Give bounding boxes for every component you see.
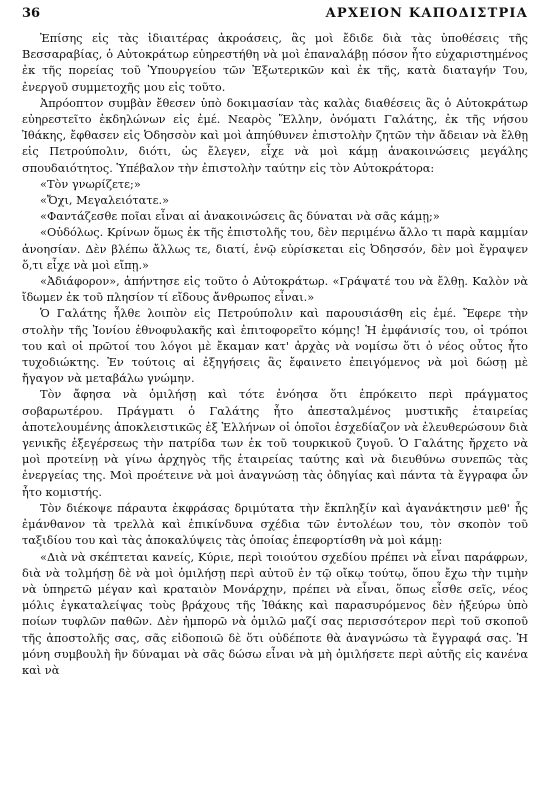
dialogue-line: «Φαντάζεσθε ποῖαι εἶναι αἱ ἀνακοινώσεις ἃς δύναται νὰ σᾶς κάμῃ;» bbox=[40, 209, 440, 224]
dialogue-line: «Ὄχι, Μεγαλειότατε.» bbox=[40, 193, 170, 208]
paragraph: Ἀπρόοπτον συμβὰν ἔθεσεν ὑπὸ δοκιμασίαν τὰς καλὰς διαθέσεις ἃς ὁ Αὐτοκράτωρ εὐηρεστεῖτο ἐκδηλώνων εἰς ἐμέ. Νεαρὸς Ἕλλην, ὀνόματι Γαλάτης, ἐκ τῆς νήσου Ἰθάκης, ἔφθασεν εἰς Ὀδησσὸν καὶ μοὶ ἀπηύθυνεν ἐπιστολὴν ζητῶν τὴν ἄδειαν νὰ ἔλθῃ εἰς Πετρούπολιν, διότι, ὡς ἔλεγεν, εἶχε νὰ μοὶ κάμῃ ἀνακοινώσεις μεγάλης σπουδαιότητος. Ὑπέβαλον τὴν ἐπιστολὴν ταύτην εἰς τὸν Αὐτοκράτορα: bbox=[22, 95, 528, 175]
paragraph: Τὸν ἄφησα νὰ ὁμιλήσῃ καὶ τότε ἐνόησα ὅτι ἐπρόκειτο περὶ πράγματος σοβαρωτέρου. Πράγματι ὁ Γαλάτης ἦτο ἀπεσταλμένος μυστικῆς ἑταιρείας ἀποτελουμένης ἀποκλειστικῶς ἐξ Ἑλλήνων οἱ ὁποῖοι ἐσχεδίαζον νὰ ἐλευθερώσουν διὰ γενικῆς ἐξεγέρσεως τὴν πατρίδα των ἐκ τοῦ τουρκικοῦ ζυγοῦ. Ὁ Γαλάτης ἤρχετο νὰ μοὶ προτείνῃ νὰ γίνω ἀρχηγὸς τῆς ἑταιρείας ταύτης καὶ νὰ διευθύνω συνεπῶς τὰς ἐνεργείας της. Μοὶ προέτεινε νὰ μοὶ ἀναγνώσῃ τὰς ὁδηγίας καὶ πάντα τὰ ἔγγραφα ὧν ἦτο κομιστής. bbox=[22, 387, 528, 499]
page-number: 36 bbox=[22, 6, 41, 21]
paragraph: Ἐπίσης εἰς τὰς ἰδιαιτέρας ἀκροάσεις, ἃς μοὶ ἔδιδε διὰ τὰς ὑποθέσεις τῆς Βεσσαραβίας, ὁ Αὐτοκράτωρ εὐηρεστήθη νὰ μοὶ ἐπαναλάβῃ πόσον ἦτο εὐχαριστημένος ἐκ τῆς πορείας τοῦ Ὑπουργείου τῶν Ἐξωτερικῶν καὶ ἐκ τῆς, κατὰ διαταγήν Του, ἐνεργοῦ συμμετοχῆς μου εἰς τοῦτο. bbox=[22, 31, 528, 94]
body-text bbox=[22, 30, 528, 678]
paragraph: «Διὰ νὰ σκέπτεται κανείς, Κύριε, περὶ τοιούτου σχεδίου πρέπει νὰ εἶναι παράφρων, διὰ νὰ τολμήσῃ δὲ νὰ μοὶ ὁμιλήσῃ περὶ αὐτοῦ ἐν τῷ οἴκῳ τούτῳ, ὅπου ἔχω τὴν τιμὴν νὰ ὑπηρετῶ μέγαν καὶ κραταιὸν Μονάρχην, πρέπει νὰ εἶναι, ὅπως εἶσθε σεῖς, νέος μόλις ἐγκαταλείψας τοὺς βράχους τῆς Ἰθάκης καὶ παρασυρόμενος δὲν ἠξεύρω ὑπὸ ποίων τυφλῶν παθῶν. Δὲν ἠμπορῶ νὰ ὁμιλῶ μαζί σας περισσότερον περὶ τοῦ σκοποῦ τῆς ἀποστολῆς σας, σᾶς εἰδοποιῶ δὲ ὅτι οὐδέποτε θὰ ἀναγνώσω τὰ ἔγγραφά σας. Ἡ μόνη συμβουλὴ ἣν δύναμαι νὰ σᾶς δώσω εἶναι νὰ μὴ ὁμιλήσετε περὶ αὐτῆς εἰς κανένα καὶ νὰ bbox=[22, 549, 528, 677]
paragraph: Τὸν διέκοψε πάραυτα ἐκφράσας δριμύτατα τὴν ἔκπληξίν καὶ ἀγανάκτησιν μεθ' ἧς ἐμάνθανον τὰ τρελλὰ καὶ ἐπικίνδυνα σχέδια τῶν ἐντολέων του, τὸν σκοπὸν τοῦ ταξιδίου του καὶ τὰς ἀποκαλύψεις τὰς ὁποίας ἐπεφορτίσθη νὰ μοὶ κάμῃ: bbox=[22, 500, 528, 548]
page-header bbox=[22, 6, 528, 28]
running-title: ΑΡΧΕΙΟΝ ΚΑΠΟΔΙΣΤΡΙΑ bbox=[325, 6, 528, 21]
dialogue-line: «Ἀδιάφορον», ἀπήντησε εἰς τοῦτο ὁ Αὐτοκράτωρ. «Γράψατέ του νὰ ἔλθῃ. Καλὸν νὰ ἴδωμεν ἐκ τοῦ πλησίον τί εἴδους ἄνθρωπος εἶναι.» bbox=[22, 274, 528, 305]
dialogue-line: «Τὸν γνωρίζετε;» bbox=[40, 176, 141, 191]
paragraph: Ὁ Γαλάτης ἦλθε λοιπὸν εἰς Πετρούπολιν καὶ παρουσιάσθη εἰς ἐμέ. Ἔφερε τὴν στολὴν τῆς Ἰονίου ἐθνοφυλακῆς καὶ ἐπιτοφορεῖτο κόμης! Ἡ ἐμφάνισίς του, οἱ τρόποι του καὶ οἱ πρῶτοί του λόγοι μὲ ἔκαμαν κατ' ἀρχὰς νὰ νομίσω ὅτι ὁ νέος οὗτος ἦτο τυχοδιώκτης. Ἐν τούτοις αἱ ἐξηγήσεις ἃς ἔφαινετο ἐπειγόμενος νὰ μοὶ δώσῃ μὲ ἤγαγον νὰ μεταβάλω γνώμην. bbox=[22, 306, 528, 386]
dialogue-line: «Οὐδόλως. Κρίνων ὅμως ἐκ τῆς ἐπιστολῆς του, δὲν περιμένω ἄλλο τι παρὰ καμμίαν ἀνοησίαν. Δὲν βλέπω ἄλλως τε, διατί, ἐνῷ εὑρίσκεται εἰς Ὀδησσόν, δὲν μοὶ ἔγραψεν ὅ,τι εἶχε νὰ μοὶ εἴπῃ.» bbox=[22, 225, 528, 272]
